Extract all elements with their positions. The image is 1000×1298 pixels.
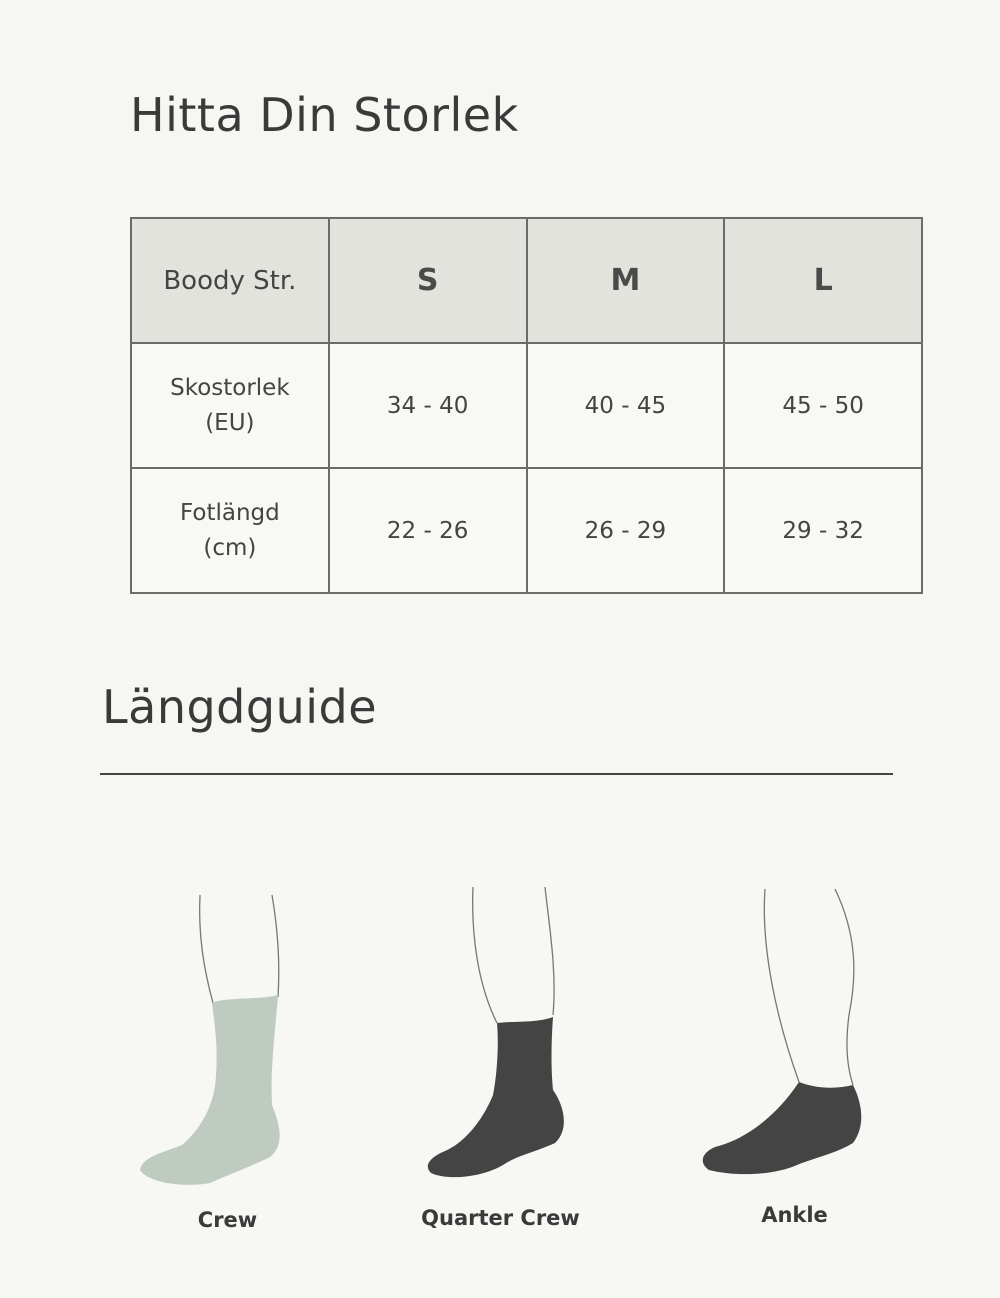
ankle-sock-icon [667, 845, 922, 1205]
sock-card-ankle [667, 845, 922, 1260]
sock-label-quarter-crew: Quarter Crew [421, 1206, 580, 1230]
table-cell: 26 - 29 [527, 468, 725, 593]
row-label-unit: (EU) [205, 409, 255, 436]
section-divider [100, 773, 893, 775]
table-row [131, 343, 922, 468]
sock-card-quarter-crew [373, 845, 628, 1260]
sock-label-ankle: Ankle [761, 1203, 828, 1227]
size-table-header-row [131, 218, 922, 343]
row-label-unit: (cm) [203, 534, 257, 561]
table-row [131, 468, 922, 593]
size-header-s: S [329, 218, 527, 343]
sock-label-crew: Crew [197, 1208, 258, 1232]
length-guide-title: Längdguide [102, 680, 378, 734]
sock-card-crew [100, 845, 355, 1260]
table-cell: 29 - 32 [724, 468, 922, 593]
row-label-line: Fotlängd [179, 499, 280, 526]
table-cell: 22 - 26 [329, 468, 527, 593]
crew-sock-icon [100, 845, 355, 1205]
row-label-foot-length [131, 468, 329, 593]
size-table-header-label: Boody Str. [131, 218, 329, 343]
size-table [130, 217, 923, 594]
table-cell: 34 - 40 [329, 343, 527, 468]
row-label-shoe-size [131, 343, 329, 468]
table-cell: 40 - 45 [527, 343, 725, 468]
size-guide-title: Hitta Din Storlek [130, 88, 519, 142]
table-cell: 45 - 50 [724, 343, 922, 468]
quarter-crew-sock-icon [373, 845, 628, 1205]
size-header-l: L [724, 218, 922, 343]
size-header-m: M [527, 218, 725, 343]
row-label-line: Skostorlek [170, 374, 290, 401]
